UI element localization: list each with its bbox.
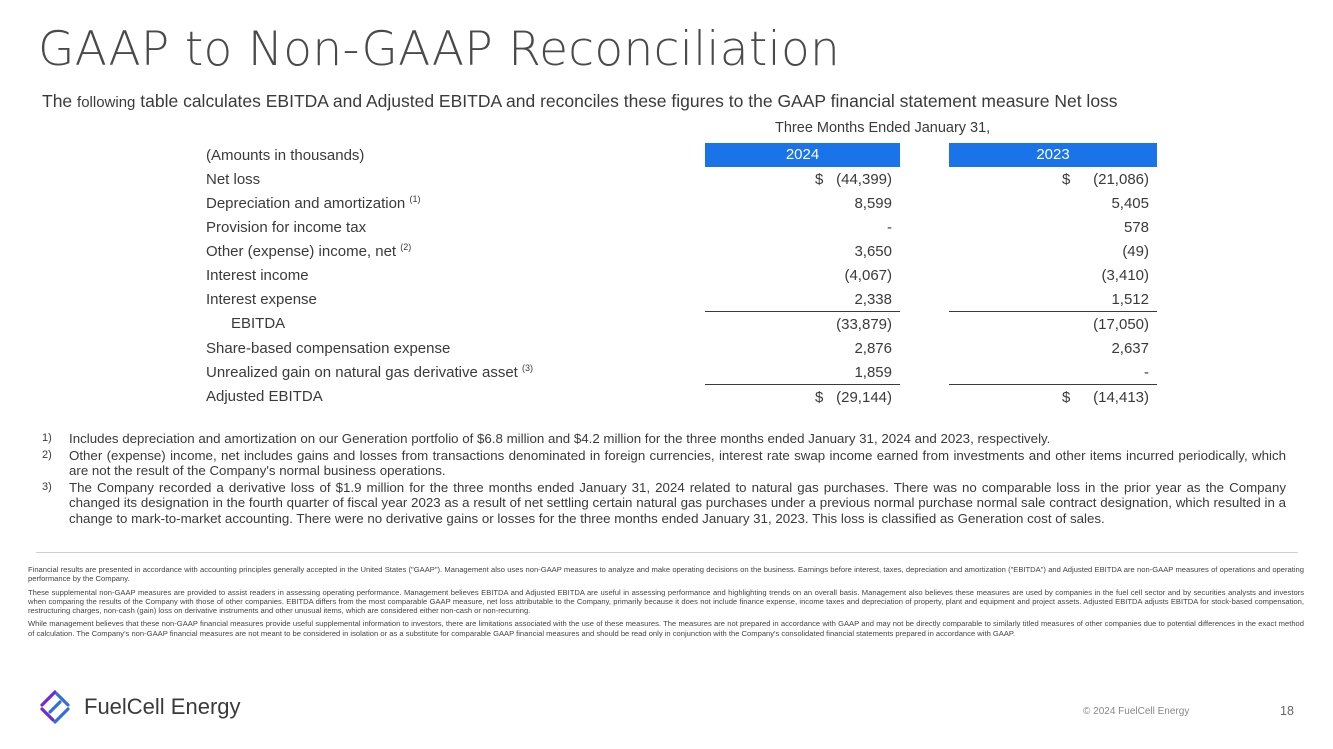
- amount-cell: 8,599: [854, 194, 892, 212]
- footnotes: [42, 431, 1286, 527]
- row-label-text: Interest expense: [206, 290, 317, 308]
- row-label-text: Share-based compensation expense: [206, 339, 451, 357]
- company-logo: [38, 690, 241, 724]
- table-row: [200, 385, 1157, 410]
- table-row: [200, 360, 1157, 385]
- disclaimer: [28, 565, 1304, 642]
- brand-name: FuelCell Energy: [84, 694, 241, 719]
- amount-cell: (44,399): [836, 170, 892, 188]
- amount-cell: (3,410): [1101, 266, 1149, 284]
- amount-cell: 2,338: [854, 290, 892, 308]
- table-row: [200, 336, 1157, 360]
- page-title: GAAP to Non-GAAP Reconciliation: [38, 22, 841, 77]
- amount-cell: -: [1144, 363, 1149, 381]
- amount-cell: 5,405: [1111, 194, 1149, 212]
- table-row: [200, 263, 1157, 287]
- row-label-text: EBITDA: [231, 315, 286, 333]
- amount-cell: (17,050): [1093, 315, 1149, 333]
- table-header-row: [200, 143, 1157, 167]
- footnote-number: 2): [42, 448, 52, 461]
- amount-cell: 3,650: [854, 242, 892, 260]
- amount-cell: (33,879): [836, 315, 892, 333]
- column-header-2023: 2023: [949, 143, 1157, 167]
- row-label: [200, 360, 705, 385]
- row-label: [200, 191, 705, 215]
- footnote: [42, 480, 1286, 527]
- row-label-text: Adjusted EBITDA: [206, 388, 323, 406]
- table-row: [200, 167, 1157, 191]
- row-label: [200, 239, 705, 263]
- units-label: (Amounts in thousands): [206, 146, 365, 164]
- divider: [36, 552, 1298, 553]
- amount-cell: (14,413): [1093, 388, 1149, 406]
- table-row: [200, 312, 1157, 337]
- period-header: Three Months Ended January 31,: [775, 120, 991, 136]
- row-label: [200, 167, 705, 191]
- footnote: [42, 448, 1286, 479]
- row-label: [200, 336, 705, 360]
- footnote-text: Other (expense) income, net includes gains and losses from transactions denominated in foreign currencies, interest rate swap income earned from investments and other items incurred periodically, which are not the result of the Company's normal business operations.: [69, 447, 1286, 478]
- row-label-text: Depreciation and amortization: [206, 195, 406, 212]
- table-row: [200, 215, 1157, 239]
- copyright: © 2024 FuelCell Energy: [1083, 706, 1190, 717]
- page-number: 18: [1280, 704, 1294, 718]
- table-row: [200, 287, 1157, 312]
- amount-cell: (21,086): [1093, 170, 1149, 188]
- table-row: [200, 191, 1157, 215]
- footnote-text: The Company recorded a derivative loss of $1.9 million for the three months ended January 31, 2024 related to natural gas purchases. There was no comparable loss in the prior year as the Company changed its designation in the fourth quarter of fiscal year 2023 as a result of net settling certain natural gas purchases under a previous normal purchase normal sale contract designation, which resulted in a change to mark-to-market accounting. There were no derivative gains or losses for the three months ended January 31, 2023. This loss is classified as Generation cost of sales.: [69, 479, 1286, 526]
- currency-symbol: $: [1062, 170, 1071, 188]
- disclaimer-paragraph: Financial results are presented in accordance with accounting principles generally accepted in the United States ("GAAP"). Management also uses non-GAAP measures to analyze and make operating decisions on the business. Earnings before interest, taxes, depreciation and amortization ("EBITDA") and Adjusted EBITDA are non-GAAP measures of operations and operating performance by the Company.: [28, 565, 1304, 584]
- amount-cell: -: [887, 218, 892, 236]
- row-label-text: Interest income: [206, 266, 309, 284]
- reconciliation-table: [200, 143, 1157, 409]
- fuelcell-logo-icon: [38, 690, 72, 724]
- footnote-text: Includes depreciation and amortization on our Generation portfolio of $6.8 million and $4.2 million for the three months ended January 31, 2024 and 2023, respectively.: [69, 431, 1051, 446]
- amount-cell: (4,067): [844, 266, 892, 284]
- subtitle-post: table calculates EBITDA and Adjusted EBITDA and reconciles these figures to the GAAP financial statement measure Net loss: [135, 91, 1118, 111]
- column-header-2024: 2024: [705, 143, 900, 167]
- footnote-ref: (3): [522, 363, 534, 374]
- disclaimer-paragraph: While management believes that these non-GAAP financial measures provide useful supplemental information to investors, there are limitations associated with the use of these measures. The measures are not prepared in accordance with GAAP and may not be directly comparable to similarly titled measures of other companies due to potential differences in the exact method of calculation. The Company's non-GAAP financial measures are not meant to be considered in isolation or as a substitute for comparable GAAP financial measures and should be read only in conjunction with the Company's consolidated financial statements prepared in accordance with GAAP.: [28, 619, 1304, 638]
- row-label-text: Other (expense) income, net: [206, 243, 397, 260]
- subtitle-small: following: [77, 94, 136, 111]
- row-label: [200, 215, 705, 239]
- table-row: [200, 239, 1157, 263]
- amount-cell: (29,144): [836, 388, 892, 406]
- amount-cell: 1,859: [854, 363, 892, 381]
- amount-cell: 2,637: [1111, 339, 1149, 357]
- row-label: [200, 385, 705, 410]
- row-label-text: Unrealized gain on natural gas derivative asset: [206, 364, 518, 382]
- currency-symbol: $: [1062, 388, 1071, 406]
- footnote: [42, 431, 1286, 447]
- disclaimer-paragraph: These supplemental non-GAAP measures are provided to assist readers in assessing operating performance. Management believes EBITDA and Adjusted EBITDA are useful in assessing performance and highlighting trends on an overall basis. Management also believes these measures are used by companies in the fuel cell sector and by securities analysts and investors when comparing the results of the Company with those of other companies. EBITDA differs from the most comparable GAAP measure, net loss attributable to the Company, primarily because it does not include finance expense, income taxes and depreciation of property, plant and equipment and project assets. Adjusted EBITDA adjusts EBITDA for stock-based compensation, restructuring charges, non-cash (gain) loss on derivative instruments and other unusual items, which are considered either non-cash or non-recurring.: [28, 587, 1304, 616]
- row-label: [200, 312, 705, 337]
- amount-cell: (49): [1122, 242, 1149, 260]
- row-label-text: Net loss: [206, 170, 261, 188]
- footnote-number: 1): [42, 432, 52, 444]
- row-label: [200, 287, 705, 312]
- currency-symbol: $: [815, 170, 824, 188]
- row-label-text: Provision for income tax: [206, 218, 367, 236]
- amount-cell: 578: [1123, 218, 1149, 236]
- footnote-number: 3): [42, 480, 52, 493]
- subtitle-pre: The: [42, 91, 78, 111]
- footnote-ref: (2): [400, 242, 412, 252]
- footnote-ref: (1): [409, 194, 421, 204]
- page-subtitle: [42, 91, 1118, 112]
- amount-cell: 1,512: [1111, 290, 1149, 308]
- currency-symbol: $: [815, 388, 824, 406]
- row-label: [200, 263, 705, 287]
- amount-cell: 2,876: [854, 339, 892, 357]
